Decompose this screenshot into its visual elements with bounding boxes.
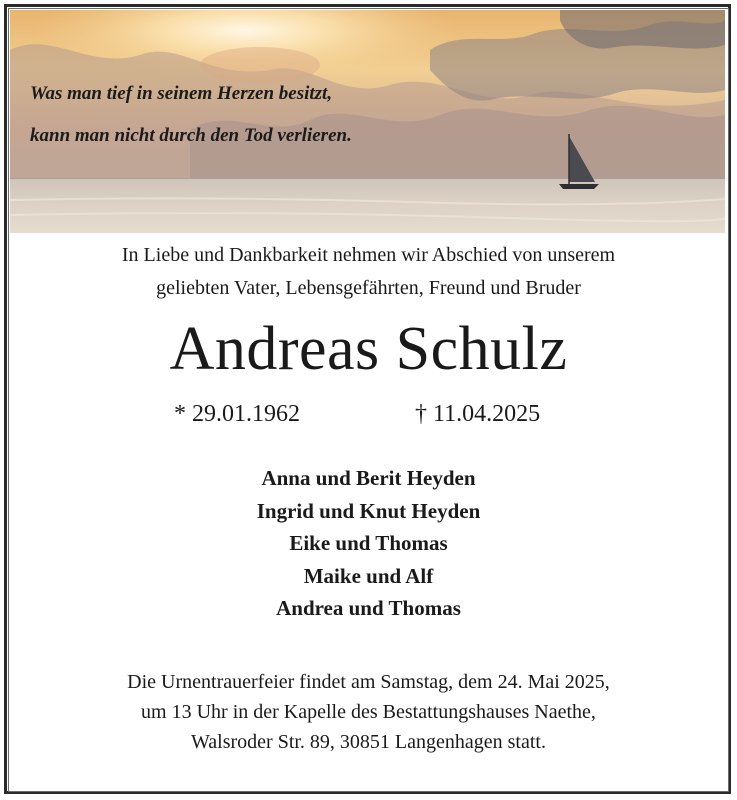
quote — [30, 73, 352, 157]
intro-text — [0, 239, 737, 305]
intro-line-1: In Liebe und Dankbarkeit nehmen wir Abschied von unserem — [121, 244, 616, 266]
birth-date: * 29.01.1962 — [174, 401, 300, 427]
service-line-3: Walsroder Str. 89, 30851 Langenhagen statt. — [191, 731, 546, 753]
mourner-entry: Ingrid und Knut Heyden — [256, 498, 481, 523]
deceased-name: Andreas Schulz — [169, 315, 568, 383]
service-line-2: um 13 Uhr in der Kapelle des Bestattungshauses Naethe, — [141, 701, 596, 723]
mourner-entry: Maike und Alf — [303, 563, 434, 588]
quote-line-1: Was man tief in seinem Herzen besitzt, — [30, 83, 333, 104]
mourners-list — [0, 462, 737, 625]
funeral-service-info — [0, 667, 737, 757]
mourner-entry: Andrea und Thomas — [276, 596, 461, 620]
mourner-entry: Eike und Thomas — [289, 531, 448, 555]
quote-line-2: kann man nicht durch den Tod verlieren. — [30, 125, 352, 146]
death-date: † 11.04.2025 — [415, 401, 541, 427]
intro-line-2: geliebten Vater, Lebensgefährten, Freund und Bruder — [156, 277, 581, 299]
service-line-1: Die Urnentrauerfeier findet am Samstag, dem 24. Mai 2025, — [127, 671, 610, 693]
mourner-entry: Anna und Berit Heyden — [261, 466, 476, 490]
